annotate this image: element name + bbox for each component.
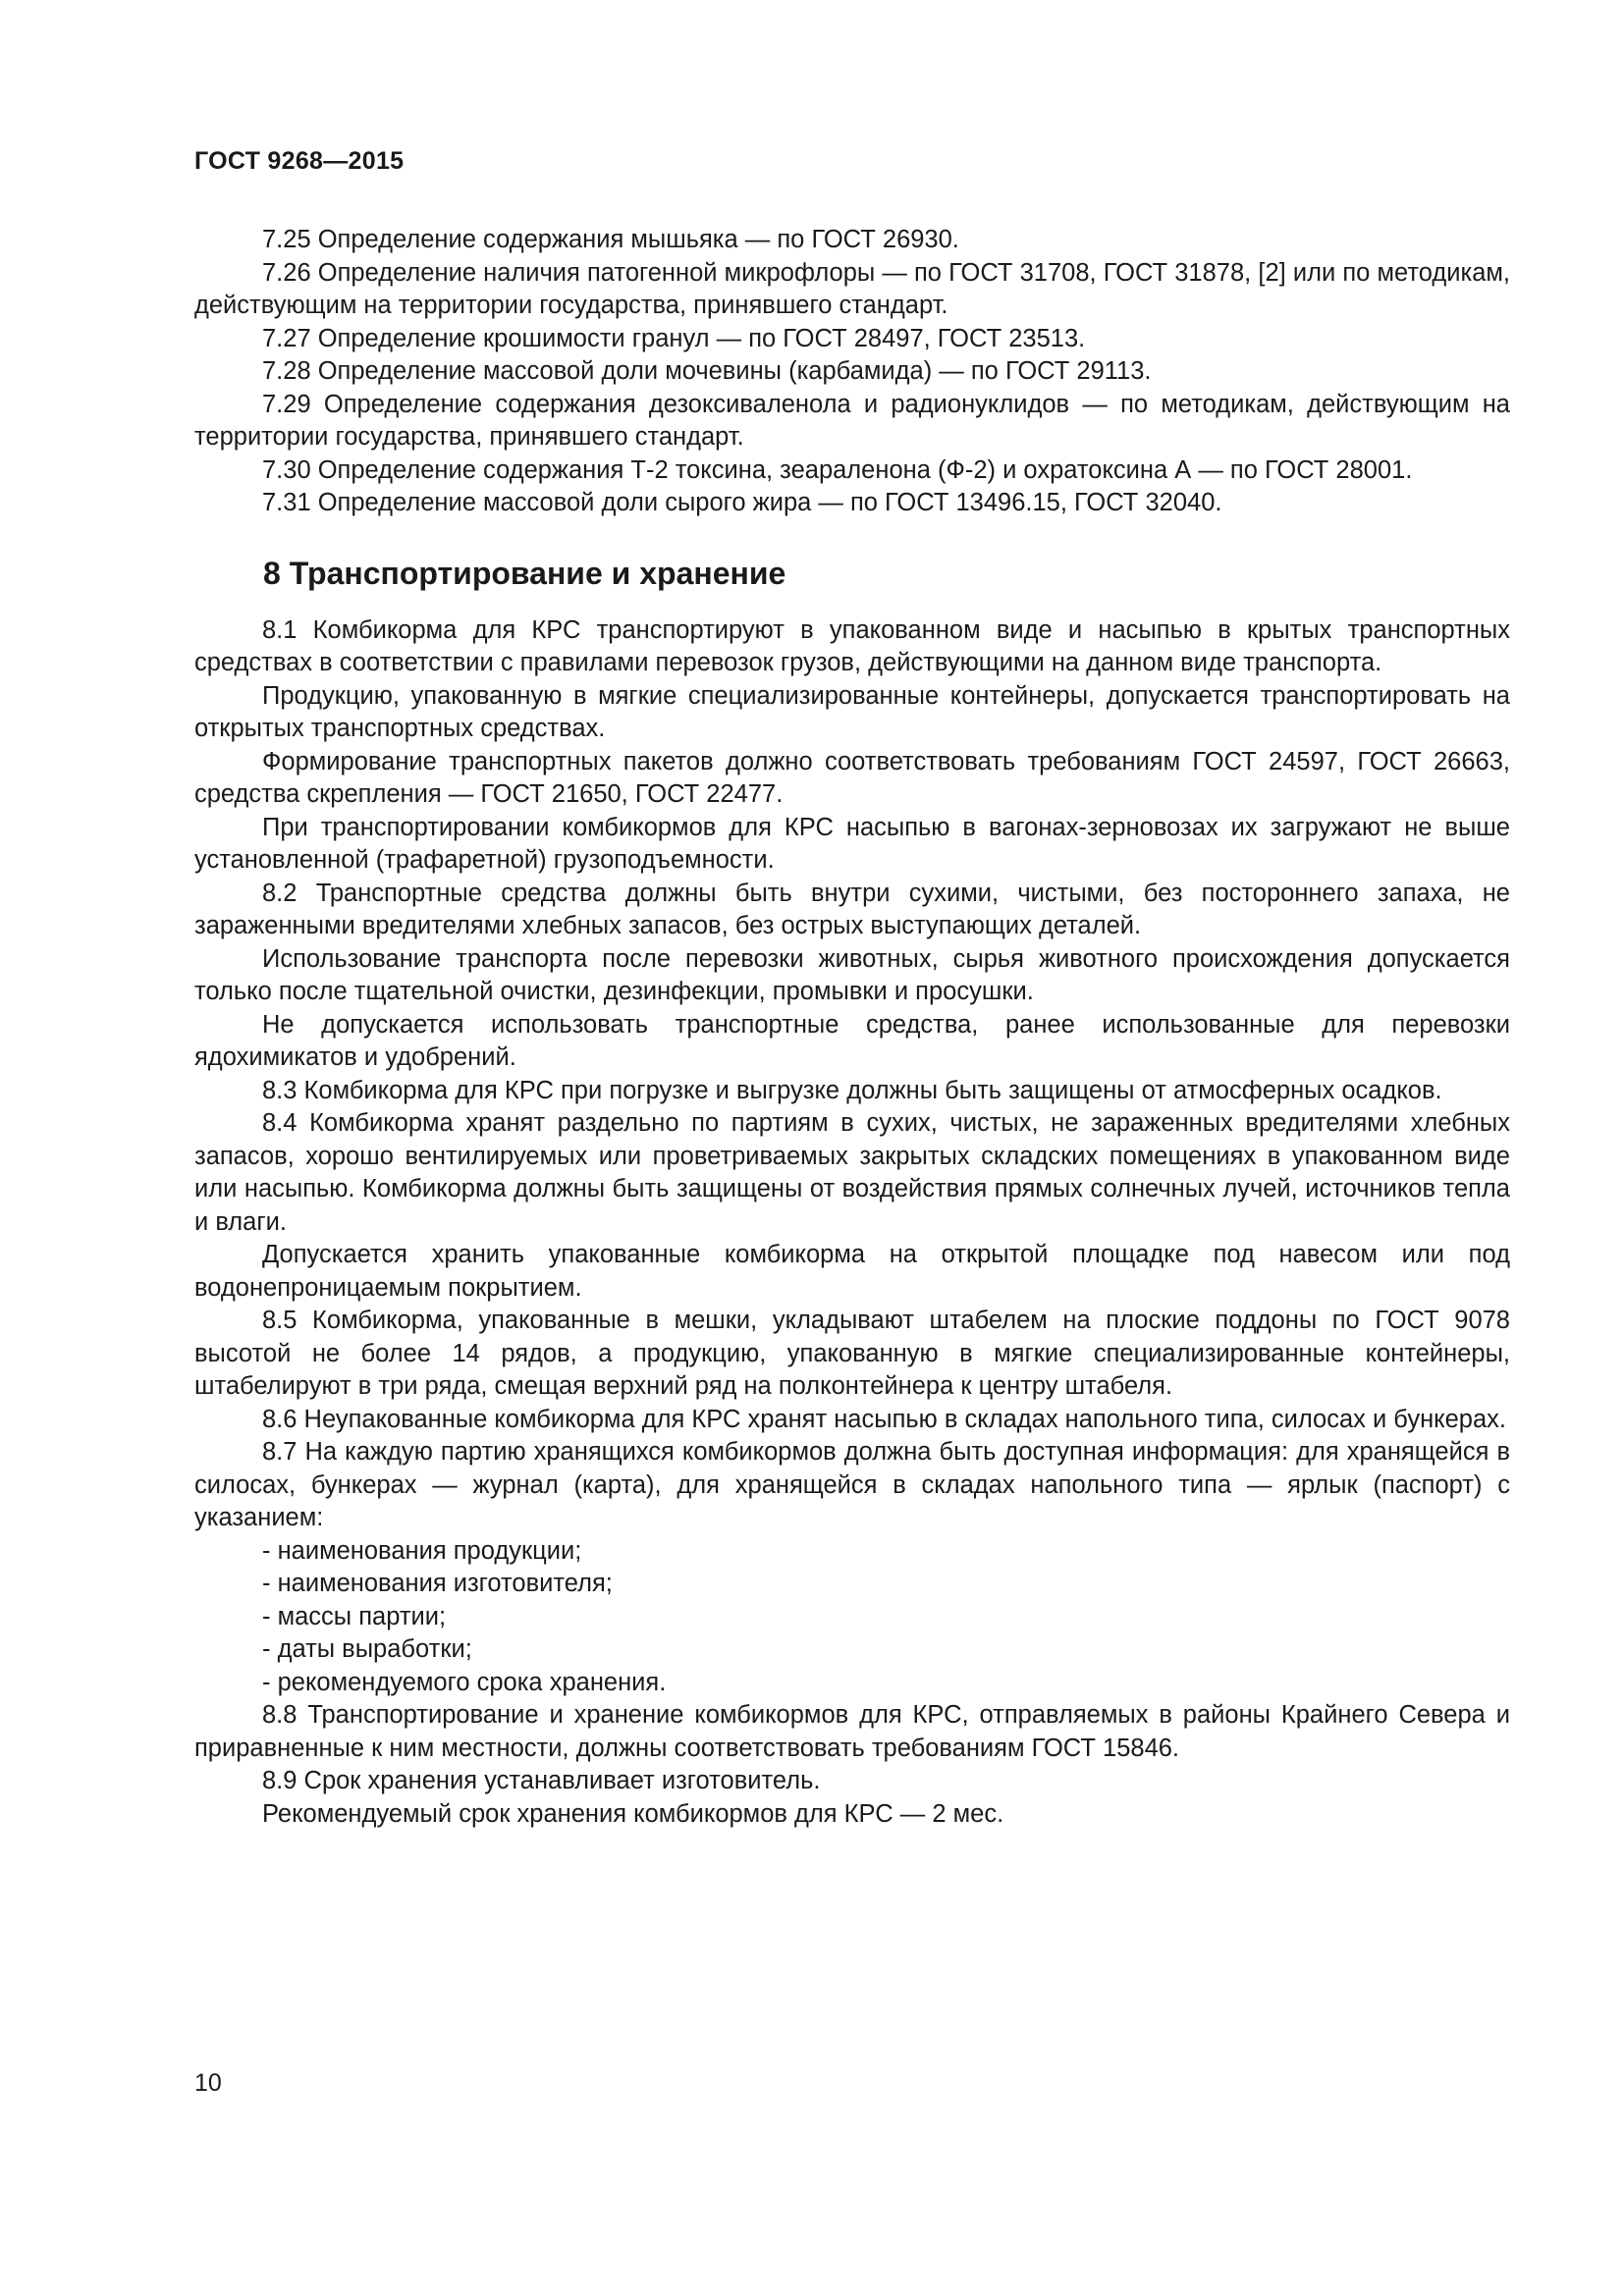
paragraph-7-31: 7.31 Определение массовой доли сырого жира — по ГОСТ 13496.15, ГОСТ 32040.: [262, 489, 1222, 516]
paragraph-7-29: 7.29 Определение содержания дезоксиваленола и радионуклидов — по методикам, действующим на территории государства, принявшего стандарт.: [194, 390, 1510, 451]
list-item: - рекомендуемого срока хранения.: [262, 1668, 667, 1696]
page-content: [194, 224, 1510, 1831]
paragraph-8-5: 8.5 Комбикорма, упакованные в мешки, укладывают штабелем на плоские поддоны по ГОСТ 9078 высотой не более 14 рядов, а продукцию, упакованную в мягкие специализированные контейнеры, штабелируют в три ряда, смещая верхний ряд на полконтейнера к центру штабеля.: [194, 1307, 1510, 1400]
paragraph-8-3: 8.3 Комбикорма для КРС при погрузке и выгрузке должны быть защищены от атмосферных осадков.: [262, 1076, 1442, 1104]
paragraph-8-6: 8.6 Неупакованные комбикорма для КРС хранят насыпью в складах напольного типа, силосах и бункерах.: [262, 1405, 1507, 1433]
paragraph-8-1: 8.1 Комбикорма для КРС транспортируют в упакованном виде и насыпью в крытых транспортных средствах в соответствии с правилами перевозок грузов, действующими на данном виде транспорта.: [194, 615, 1510, 676]
list-item: - наименования продукции;: [262, 1536, 582, 1565]
paragraph-8-2-animals: Использование транспорта после перевозки животных, сырья животного происхождения допускается только после тщательной очистки, дезинфекции, промывки и просушки.: [194, 944, 1510, 1005]
paragraph-8-4: 8.4 Комбикорма хранят раздельно по партиям в сухих, чистых, не зараженных вредителями хлебных запасов, хорошо вентилируемых или проветриваемых закрытых складских помещениях в упакованном виде или насыпью. Комбикорма должны быть защищены от воздействия прямых солнечных лучей, источников тепла и влаги.: [194, 1109, 1510, 1236]
paragraph-7-30: 7.30 Определение содержания Т-2 токсина, зеараленона (Ф-2) и охратоксина А — по ГОСТ 28001.: [262, 455, 1413, 484]
paragraph-8-1-packets: Формирование транспортных пакетов должно соответствовать требованиям ГОСТ 24597, ГОСТ 26663, средства скрепления — ГОСТ 21650, ГОСТ 22477.: [194, 747, 1510, 808]
list-item: - массы партии;: [262, 1602, 447, 1630]
paragraph-8-2-chemicals: Не допускается использовать транспортные средства, ранее использованные для перевозки ядохимикатов и удобрений.: [194, 1010, 1510, 1071]
paragraph-8-9: 8.9 Срок хранения устанавливает изготовитель.: [262, 1767, 821, 1794]
document-header: ГОСТ 9268—2015: [194, 147, 405, 175]
paragraph-8-7: 8.7 На каждую партию хранящихся комбикормов должна быть доступная информация: для хранящейся в силосах, бункерах — журнал (карта), для хранящейся в складах напольного типа — ярлык (паспорт) с указанием:: [194, 1438, 1510, 1531]
paragraph-7-25: 7.25 Определение содержания мышьяка — по ГОСТ 26930.: [262, 226, 959, 253]
paragraph-8-2: 8.2 Транспортные средства должны быть внутри сухими, чистыми, без постороннего запаха, не зараженными вредителями хлебных запасов, без острых выступающих деталей.: [194, 879, 1510, 939]
paragraph-8-8: 8.8 Транспортирование и хранение комбикормов для КРС, отправляемых в районы Крайнего Севера и приравненные к ним местности, должны соответствовать требованиям ГОСТ 15846.: [194, 1701, 1510, 1762]
paragraph-7-26: 7.26 Определение наличия патогенной микрофлоры — по ГОСТ 31708, ГОСТ 31878, [2] или по методикам, действующим на территории государства, принявшего стандарт.: [194, 258, 1510, 319]
section-8-title: 8 Транспортирование и хранение: [263, 555, 786, 591]
paragraph-8-9-recommended: Рекомендуемый срок хранения комбикормов для КРС — 2 мес.: [262, 1799, 1004, 1828]
paragraph-8-4-open-storage: Допускается хранить упакованные комбикорма на открытой площадке под навесом или под водонепроницаемым покрытием.: [194, 1241, 1510, 1302]
paragraph-8-1-wagons: При транспортировании комбикормов для КРС насыпью в вагонах-зерновозах их загружают не выше установленной (трафаретной) грузоподъемности.: [194, 813, 1510, 874]
paragraph-7-27: 7.27 Определение крошимости гранул — по ГОСТ 28497, ГОСТ 23513.: [262, 324, 1086, 352]
paragraph-8-1-containers: Продукцию, упакованную в мягкие специализированные контейнеры, допускается транспортировать на открытых транспортных средствах.: [194, 681, 1510, 742]
list-item: - даты выработки;: [262, 1635, 472, 1663]
list-item: - наименования изготовителя;: [262, 1570, 613, 1597]
page-number: 10: [194, 2069, 222, 2097]
paragraph-7-28: 7.28 Определение массовой доли мочевины (карбамида) — по ГОСТ 29113.: [262, 357, 1152, 385]
